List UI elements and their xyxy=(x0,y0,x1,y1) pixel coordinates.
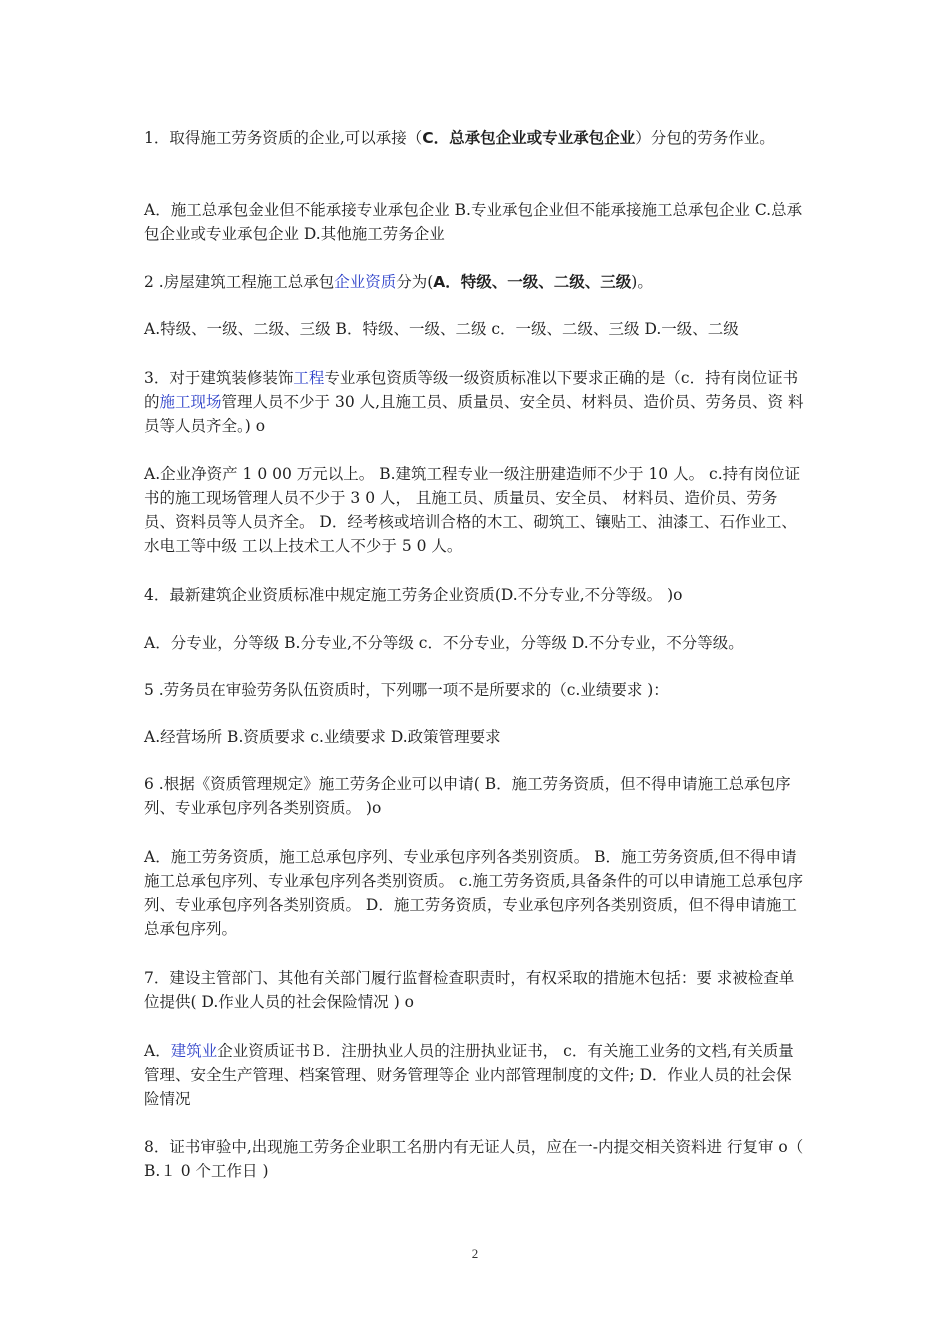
question-6: 6 .根据《资质管理规定》施工劳务企业可以申请( B．施工劳务资质，但不得申请施工总承包序列、专业承包序列各类别资质。 )o xyxy=(144,775,791,817)
question-8: 8．证书审验中,出现施工劳务企业职工名册内有无证人员，应在一-内提交相关资料进 行复审 o（ B.１ 0 个工作日 ) xyxy=(144,1138,804,1180)
question-5: 5 .劳务员在审验劳务队伍资质时，下列哪一项不是所要求的（c.业绩要求 )： xyxy=(144,681,669,699)
page-number: 2 xyxy=(471,1246,479,1261)
question-7: 7．建设主管部门、其他有关部门履行监督检查职责时，有权采取的措施木包括：要 求被检查单位提供( D.作业人员的社会保险情况 ) o xyxy=(144,969,795,1011)
question-3-link-site[interactable]: 施工现场 xyxy=(159,393,222,411)
question-3-text-2: 专业承包资质等级一级资质标准以下要求正确的是（c．持有岗位证书 的 xyxy=(144,369,799,411)
question-2-link[interactable]: 企业资质 xyxy=(334,273,397,291)
question-3-text-3: 管理人员不少于 30 人,且施工员、质量员、安全员、材料员、造价员、劳务员、资 料员等人员齐全。) o xyxy=(144,393,804,435)
question-2-answer: A．特级、一级、二级、三级 xyxy=(433,273,632,291)
options-6: A．施工劳务资质，施工总承包序列、专业承包序列各类别资质。 B．施工劳务资质,但不得申请施工总承包序列、专业承包序列各类别资质。 c.施工劳务资质,具备条件的可以申请施工总承包序列、专业承包序列各类别资质。 D．施工劳务资质，专业承包序列各类别资质，但不得申请施工总承包序列。 xyxy=(144,848,803,938)
question-1-text: 1．取得施工劳务资质的企业,可以承接（ xyxy=(144,129,423,147)
question-3-link-project[interactable]: 工程 xyxy=(293,369,325,387)
question-2 xyxy=(144,270,806,294)
question-1-suffix: ）分包的劳务作业。 xyxy=(635,129,775,147)
options-7-link[interactable]: 建筑业 xyxy=(170,1042,218,1060)
question-1-answer: C．总承包企业或专业承包企业 xyxy=(422,129,636,147)
question-1 xyxy=(144,126,806,150)
options-4: A．分专业，分等级 B.分专业,不分等级 c．不分专业，分等级 D.不分专业，不分等级。 xyxy=(144,634,744,652)
options-7 xyxy=(144,1039,806,1111)
question-2-middle: 分为( xyxy=(396,273,434,291)
question-2-text: 2 .房屋建筑工程施工总承包 xyxy=(144,273,335,291)
options-1: A．施工总承包金业但不能承接专业承包企业 B.专业承包企业但不能承接施工总承包企业 C.总承包企业或专业承包企业 D.其他施工劳务企业 xyxy=(144,201,803,243)
options-3: A.企业净资产 1 0 00 万元以上。 B.建筑工程专业一级注册建造师不少于 10 人。 c.持有岗位证书的施工现场管理人员不少于 3 0 人， 且施工员、质量员、安全员、 材料员、造价员、劳务员、资料员等人员齐全。 D．经考核或培训合格的木工、砌筑工、镶贴工、油漆工、石作业工、水电工等中级 工以上技术工人不少于 5 0 人。 xyxy=(144,465,801,555)
question-3-text-1: 3．对于建筑装修装饰 xyxy=(144,369,294,387)
options-7-text: 企业资质证书Ｂ．注册执业人员的注册执业证书， c．有关施工业务的文档,有关质量管理、安全生产管理、档案管理、财务管理等企 业内部管理制度的文件; D．作业人员的社会保险情况 xyxy=(144,1042,794,1108)
options-7-prefix: A． xyxy=(144,1042,171,1060)
question-2-suffix: )。 xyxy=(631,273,653,291)
options-2: A.特级、一级、二级、三级 B．特级、一级、二级 c．一级、二级、三级 D.一级、二级 xyxy=(144,320,739,338)
question-3 xyxy=(144,366,806,438)
options-5: A.经营场所 B.资质要求 c.业绩要求 D.政策管理要求 xyxy=(144,728,501,746)
question-4: 4．最新建筑企业资质标准中规定施工劳务企业资质(D.不分专业,不分等级。 )o xyxy=(144,586,683,604)
